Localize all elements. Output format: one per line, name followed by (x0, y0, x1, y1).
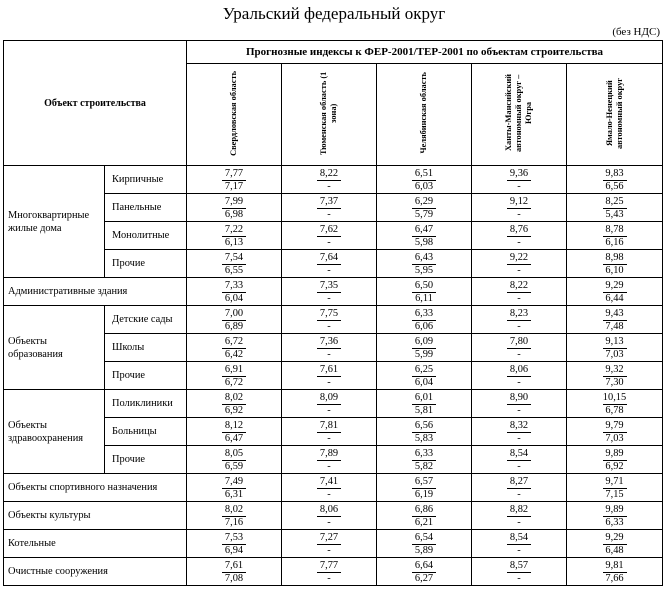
index-cell (282, 250, 377, 278)
index-value-bottom: - (327, 376, 331, 388)
index-value-bottom: 6,33 (605, 516, 624, 528)
index-cell (187, 446, 282, 474)
index-value-bottom: 6,31 (224, 488, 244, 500)
index-value-bottom: 6,56 (605, 180, 624, 192)
index-value-top: 8,22 (317, 168, 341, 181)
index-value-top: 9,71 (603, 476, 627, 489)
region-header-label: Ханты-Мансийский автономный округ – Югра (504, 74, 533, 152)
index-value-bottom: - (517, 432, 521, 444)
index-value-bottom: - (327, 348, 331, 360)
index-cell (567, 418, 663, 446)
index-cell (282, 278, 377, 306)
index-value-top: 7,53 (222, 532, 246, 545)
table-row (4, 306, 663, 334)
index-value-top: 7,36 (317, 336, 341, 349)
index-cell (472, 362, 567, 390)
index-value-bottom: 6,42 (224, 348, 244, 360)
index-cell (472, 558, 567, 586)
index-value-bottom: 6,44 (605, 292, 624, 304)
index-value-bottom: - (517, 516, 521, 528)
region-header-label: Челябинская область (419, 72, 428, 154)
index-value-bottom: - (327, 516, 331, 528)
table-row (4, 278, 663, 306)
index-cell (472, 390, 567, 418)
index-cell (187, 250, 282, 278)
index-cell (472, 446, 567, 474)
index-value-bottom: 6,06 (414, 320, 434, 332)
index-cell (282, 558, 377, 586)
index-value-bottom: 6,55 (224, 264, 244, 276)
index-value-top: 8,90 (507, 392, 531, 405)
index-value-top: 9,36 (507, 168, 531, 181)
index-value-top: 7,27 (317, 532, 341, 545)
index-value-top: 6,33 (412, 448, 436, 461)
index-cell (472, 418, 567, 446)
index-value-top: 7,89 (317, 448, 341, 461)
index-cell (567, 362, 663, 390)
index-value-bottom: 5,79 (414, 208, 434, 220)
index-value-top: 7,33 (222, 280, 246, 293)
index-value-bottom: 6,27 (414, 572, 434, 584)
region-header (377, 64, 472, 166)
index-value-top: 9,43 (603, 308, 627, 321)
index-cell (567, 222, 663, 250)
index-value-top: 8,32 (507, 420, 531, 433)
object-column-header: Объект строительства (4, 41, 187, 166)
index-value-bottom: 6,47 (224, 432, 244, 444)
index-cell (472, 250, 567, 278)
index-value-top: 6,43 (412, 252, 436, 265)
index-value-bottom: 7,15 (605, 488, 624, 500)
index-value-bottom: 7,66 (605, 572, 624, 584)
index-cell (472, 222, 567, 250)
index-value-bottom: - (517, 264, 521, 276)
index-value-top: 7,41 (317, 476, 341, 489)
index-cell (377, 250, 472, 278)
index-value-top: 7,77 (222, 168, 246, 181)
index-value-bottom: 6,19 (414, 488, 434, 500)
price-index-table (3, 40, 663, 586)
header-row-group (4, 41, 663, 64)
index-cell (282, 362, 377, 390)
index-value-bottom: - (327, 488, 331, 500)
index-value-top: 8,27 (507, 476, 531, 489)
index-cell (472, 278, 567, 306)
index-cell (282, 474, 377, 502)
index-cell (567, 530, 663, 558)
index-value-top: 8,25 (603, 196, 627, 209)
index-cell (282, 222, 377, 250)
table-row (4, 390, 663, 418)
index-value-bottom: 6,21 (414, 516, 434, 528)
index-cell (187, 362, 282, 390)
index-cell (282, 530, 377, 558)
index-value-top: 10,15 (602, 391, 627, 403)
index-value-bottom: - (517, 236, 521, 248)
index-value-top: 6,56 (412, 420, 436, 433)
index-cell (567, 474, 663, 502)
index-value-bottom: 7,48 (605, 320, 624, 332)
index-value-top: 6,09 (412, 336, 436, 349)
index-value-bottom: 6,11 (415, 292, 433, 304)
index-cell (187, 278, 282, 306)
index-cell (377, 418, 472, 446)
index-value-bottom: - (327, 180, 331, 192)
index-value-top: 9,29 (603, 532, 627, 545)
index-value-top: 6,57 (412, 476, 436, 489)
index-value-bottom: - (517, 292, 521, 304)
index-value-bottom: 6,04 (224, 292, 244, 304)
index-cell (282, 502, 377, 530)
index-value-bottom: 5,81 (414, 404, 434, 416)
index-cell (377, 558, 472, 586)
index-cell (377, 278, 472, 306)
object-subtype-label: Прочие (105, 250, 187, 278)
index-value-bottom: 6,59 (224, 460, 244, 472)
index-cell (187, 418, 282, 446)
index-value-bottom: 5,83 (414, 432, 434, 444)
index-cell (377, 306, 472, 334)
index-value-top: 7,61 (317, 364, 341, 377)
index-value-top: 9,89 (603, 448, 627, 461)
index-value-bottom: 7,03 (605, 348, 624, 360)
table-row (4, 166, 663, 194)
object-group-label: Многоквартирные жилые дома (4, 166, 105, 278)
index-value-bottom: 6,10 (605, 264, 624, 276)
region-header (567, 64, 663, 166)
index-cell (377, 194, 472, 222)
object-group-label: Административные здания (4, 278, 187, 306)
index-cell (567, 334, 663, 362)
index-value-top: 6,72 (222, 336, 246, 349)
index-value-top: 8,22 (507, 280, 531, 293)
index-value-top: 9,32 (603, 364, 627, 377)
index-value-bottom: - (517, 572, 521, 584)
index-cell (377, 502, 472, 530)
region-header (472, 64, 567, 166)
index-value-top: 7,77 (317, 560, 341, 573)
table-row (4, 474, 663, 502)
index-value-bottom: - (517, 460, 521, 472)
object-subtype-label: Кирпичные (105, 166, 187, 194)
region-header (282, 64, 377, 166)
index-value-top: 7,75 (317, 308, 341, 321)
index-value-bottom: 7,16 (224, 516, 244, 528)
table-body (4, 166, 663, 586)
vat-note: (без НДС) (612, 26, 660, 38)
index-value-top: 7,54 (222, 252, 246, 265)
index-cell (282, 390, 377, 418)
index-value-top: 9,83 (603, 168, 627, 181)
index-cell (472, 334, 567, 362)
region-header-label: Тюменская область (1 зона) (319, 71, 338, 155)
index-cell (472, 306, 567, 334)
index-value-top: 9,12 (507, 196, 531, 209)
index-cell (282, 334, 377, 362)
index-cell (187, 502, 282, 530)
index-cell (567, 558, 663, 586)
index-cell (377, 446, 472, 474)
index-value-top: 8,23 (507, 308, 531, 321)
index-value-bottom: 6,04 (414, 376, 434, 388)
index-value-top: 6,91 (222, 364, 246, 377)
index-value-top: 6,47 (412, 224, 436, 237)
index-value-top: 7,99 (222, 196, 246, 209)
index-value-top: 8,76 (507, 224, 531, 237)
object-subtype-label: Панельные (105, 194, 187, 222)
index-value-bottom: - (327, 572, 331, 584)
index-cell (187, 530, 282, 558)
region-header-label: Ямало-Ненецкий автономный округ (604, 77, 624, 149)
index-value-top: 7,35 (317, 280, 341, 293)
region-header (187, 64, 282, 166)
table-row (4, 558, 663, 586)
index-value-top: 8,06 (507, 364, 531, 377)
index-value-bottom: - (517, 320, 521, 332)
index-cell (282, 418, 377, 446)
index-value-top: 8,12 (222, 420, 246, 433)
index-value-bottom: 6,48 (605, 544, 624, 556)
index-value-bottom: - (327, 292, 331, 304)
index-value-bottom: - (517, 180, 521, 192)
index-cell (472, 530, 567, 558)
object-subtype-label: Больницы (105, 418, 187, 446)
index-value-top: 7,22 (222, 224, 246, 237)
index-cell (567, 390, 663, 418)
index-value-top: 9,13 (603, 336, 627, 349)
index-value-top: 6,86 (412, 504, 436, 517)
index-value-bottom: - (327, 460, 331, 472)
index-value-bottom: 5,82 (414, 460, 434, 472)
object-group-label: Объекты образования (4, 306, 105, 390)
object-subtype-label: Прочие (105, 446, 187, 474)
index-value-top: 6,54 (412, 532, 436, 545)
index-value-top: 8,98 (603, 252, 627, 265)
index-cell (377, 166, 472, 194)
index-value-bottom: - (327, 208, 331, 220)
index-value-bottom: 5,98 (414, 236, 434, 248)
index-value-bottom: 7,17 (224, 180, 244, 192)
index-cell (187, 390, 282, 418)
index-value-bottom: 6,92 (224, 404, 244, 416)
index-cell (567, 166, 663, 194)
index-value-bottom: - (517, 544, 521, 556)
object-subtype-label: Школы (105, 334, 187, 362)
index-cell (472, 474, 567, 502)
object-group-label: Объекты спортивного назначения (4, 474, 187, 502)
object-group-label: Объекты культуры (4, 502, 187, 530)
index-cell (472, 194, 567, 222)
index-value-top: 7,64 (317, 252, 341, 265)
index-value-bottom: 6,89 (224, 320, 244, 332)
index-cell (187, 222, 282, 250)
index-value-top: 7,61 (222, 560, 246, 573)
index-value-top: 6,50 (412, 280, 436, 293)
table-row (4, 502, 663, 530)
index-value-bottom: 6,72 (224, 376, 244, 388)
index-value-top: 9,89 (603, 504, 627, 517)
index-value-bottom: 6,13 (224, 236, 244, 248)
index-value-top: 6,51 (412, 168, 436, 181)
index-value-bottom: 6,78 (605, 404, 624, 416)
index-cell (567, 194, 663, 222)
index-cell (282, 166, 377, 194)
index-cell (187, 166, 282, 194)
index-value-top: 6,25 (412, 364, 436, 377)
index-cell (377, 474, 472, 502)
index-value-bottom: - (327, 544, 331, 556)
index-value-top: 9,81 (603, 560, 627, 573)
object-group-label: Очистные сооружения (4, 558, 187, 586)
index-cell (377, 334, 472, 362)
index-cell (282, 446, 377, 474)
index-value-bottom: - (327, 320, 331, 332)
index-value-top: 6,33 (412, 308, 436, 321)
index-cell (567, 502, 663, 530)
index-value-top: 7,37 (317, 196, 341, 209)
index-value-top: 8,57 (507, 560, 531, 573)
index-cell (567, 446, 663, 474)
index-value-top: 8,78 (603, 224, 627, 237)
index-cell (187, 334, 282, 362)
index-value-bottom: 7,08 (224, 572, 244, 584)
index-value-top: 8,09 (317, 392, 341, 405)
index-cell (377, 390, 472, 418)
index-value-bottom: - (327, 432, 331, 444)
object-group-label: Котельные (4, 530, 187, 558)
index-cell (377, 362, 472, 390)
index-value-bottom: 6,94 (224, 544, 244, 556)
index-value-top: 6,01 (412, 392, 436, 405)
index-value-top: 9,29 (603, 280, 627, 293)
index-cell (377, 222, 472, 250)
index-value-bottom: - (517, 208, 521, 220)
index-value-top: 7,80 (507, 336, 531, 349)
index-cell (187, 474, 282, 502)
index-value-top: 7,81 (317, 420, 341, 433)
index-value-top: 8,82 (507, 504, 531, 517)
index-value-bottom: 5,99 (414, 348, 434, 360)
index-value-top: 8,54 (507, 532, 531, 545)
index-value-bottom: 6,16 (605, 236, 624, 248)
object-subtype-label: Прочие (105, 362, 187, 390)
index-value-bottom: - (517, 488, 521, 500)
index-value-bottom: 5,89 (414, 544, 434, 556)
index-value-top: 8,06 (317, 504, 341, 517)
index-value-top: 9,22 (507, 252, 531, 265)
index-value-top: 6,29 (412, 196, 436, 209)
index-value-bottom: 7,30 (605, 376, 624, 388)
index-value-top: 8,02 (222, 504, 246, 517)
object-group-label: Объекты здравоохранения (4, 390, 105, 474)
index-value-bottom: 5,43 (605, 208, 624, 220)
index-cell (377, 530, 472, 558)
index-cell (567, 278, 663, 306)
index-value-bottom: 7,03 (605, 432, 624, 444)
index-value-bottom: 6,92 (605, 460, 624, 472)
object-subtype-label: Детские сады (105, 306, 187, 334)
index-value-top: 9,79 (603, 420, 627, 433)
index-cell (187, 558, 282, 586)
index-cell (187, 194, 282, 222)
index-cell (567, 250, 663, 278)
index-cell (187, 306, 282, 334)
index-value-bottom: - (327, 264, 331, 276)
index-cell (567, 306, 663, 334)
index-value-top: 8,54 (507, 448, 531, 461)
index-cell (282, 306, 377, 334)
index-cell (472, 166, 567, 194)
page-title: Уральский федеральный округ (222, 4, 446, 23)
index-cell (282, 194, 377, 222)
object-subtype-label: Монолитные (105, 222, 187, 250)
index-cell (472, 502, 567, 530)
index-value-bottom: - (517, 404, 521, 416)
index-value-bottom: 6,98 (224, 208, 244, 220)
object-subtype-label: Поликлиники (105, 390, 187, 418)
index-value-bottom: - (517, 376, 521, 388)
index-value-bottom: - (327, 404, 331, 416)
index-value-bottom: 5,95 (414, 264, 434, 276)
index-value-bottom: - (517, 348, 521, 360)
index-value-bottom: 6,03 (414, 180, 434, 192)
index-value-top: 8,02 (222, 392, 246, 405)
forecast-indices-header: Прогнозные индексы к ФЕР-2001/ТЕР-2001 по объектам строительства (187, 41, 663, 64)
region-header-label: Свердловская область (229, 70, 238, 156)
index-value-top: 7,62 (317, 224, 341, 237)
index-value-bottom: - (327, 236, 331, 248)
index-value-top: 6,64 (412, 560, 436, 573)
index-value-top: 7,00 (222, 308, 246, 321)
index-value-top: 7,49 (222, 476, 246, 489)
index-value-top: 8,05 (222, 448, 246, 461)
table-row (4, 530, 663, 558)
